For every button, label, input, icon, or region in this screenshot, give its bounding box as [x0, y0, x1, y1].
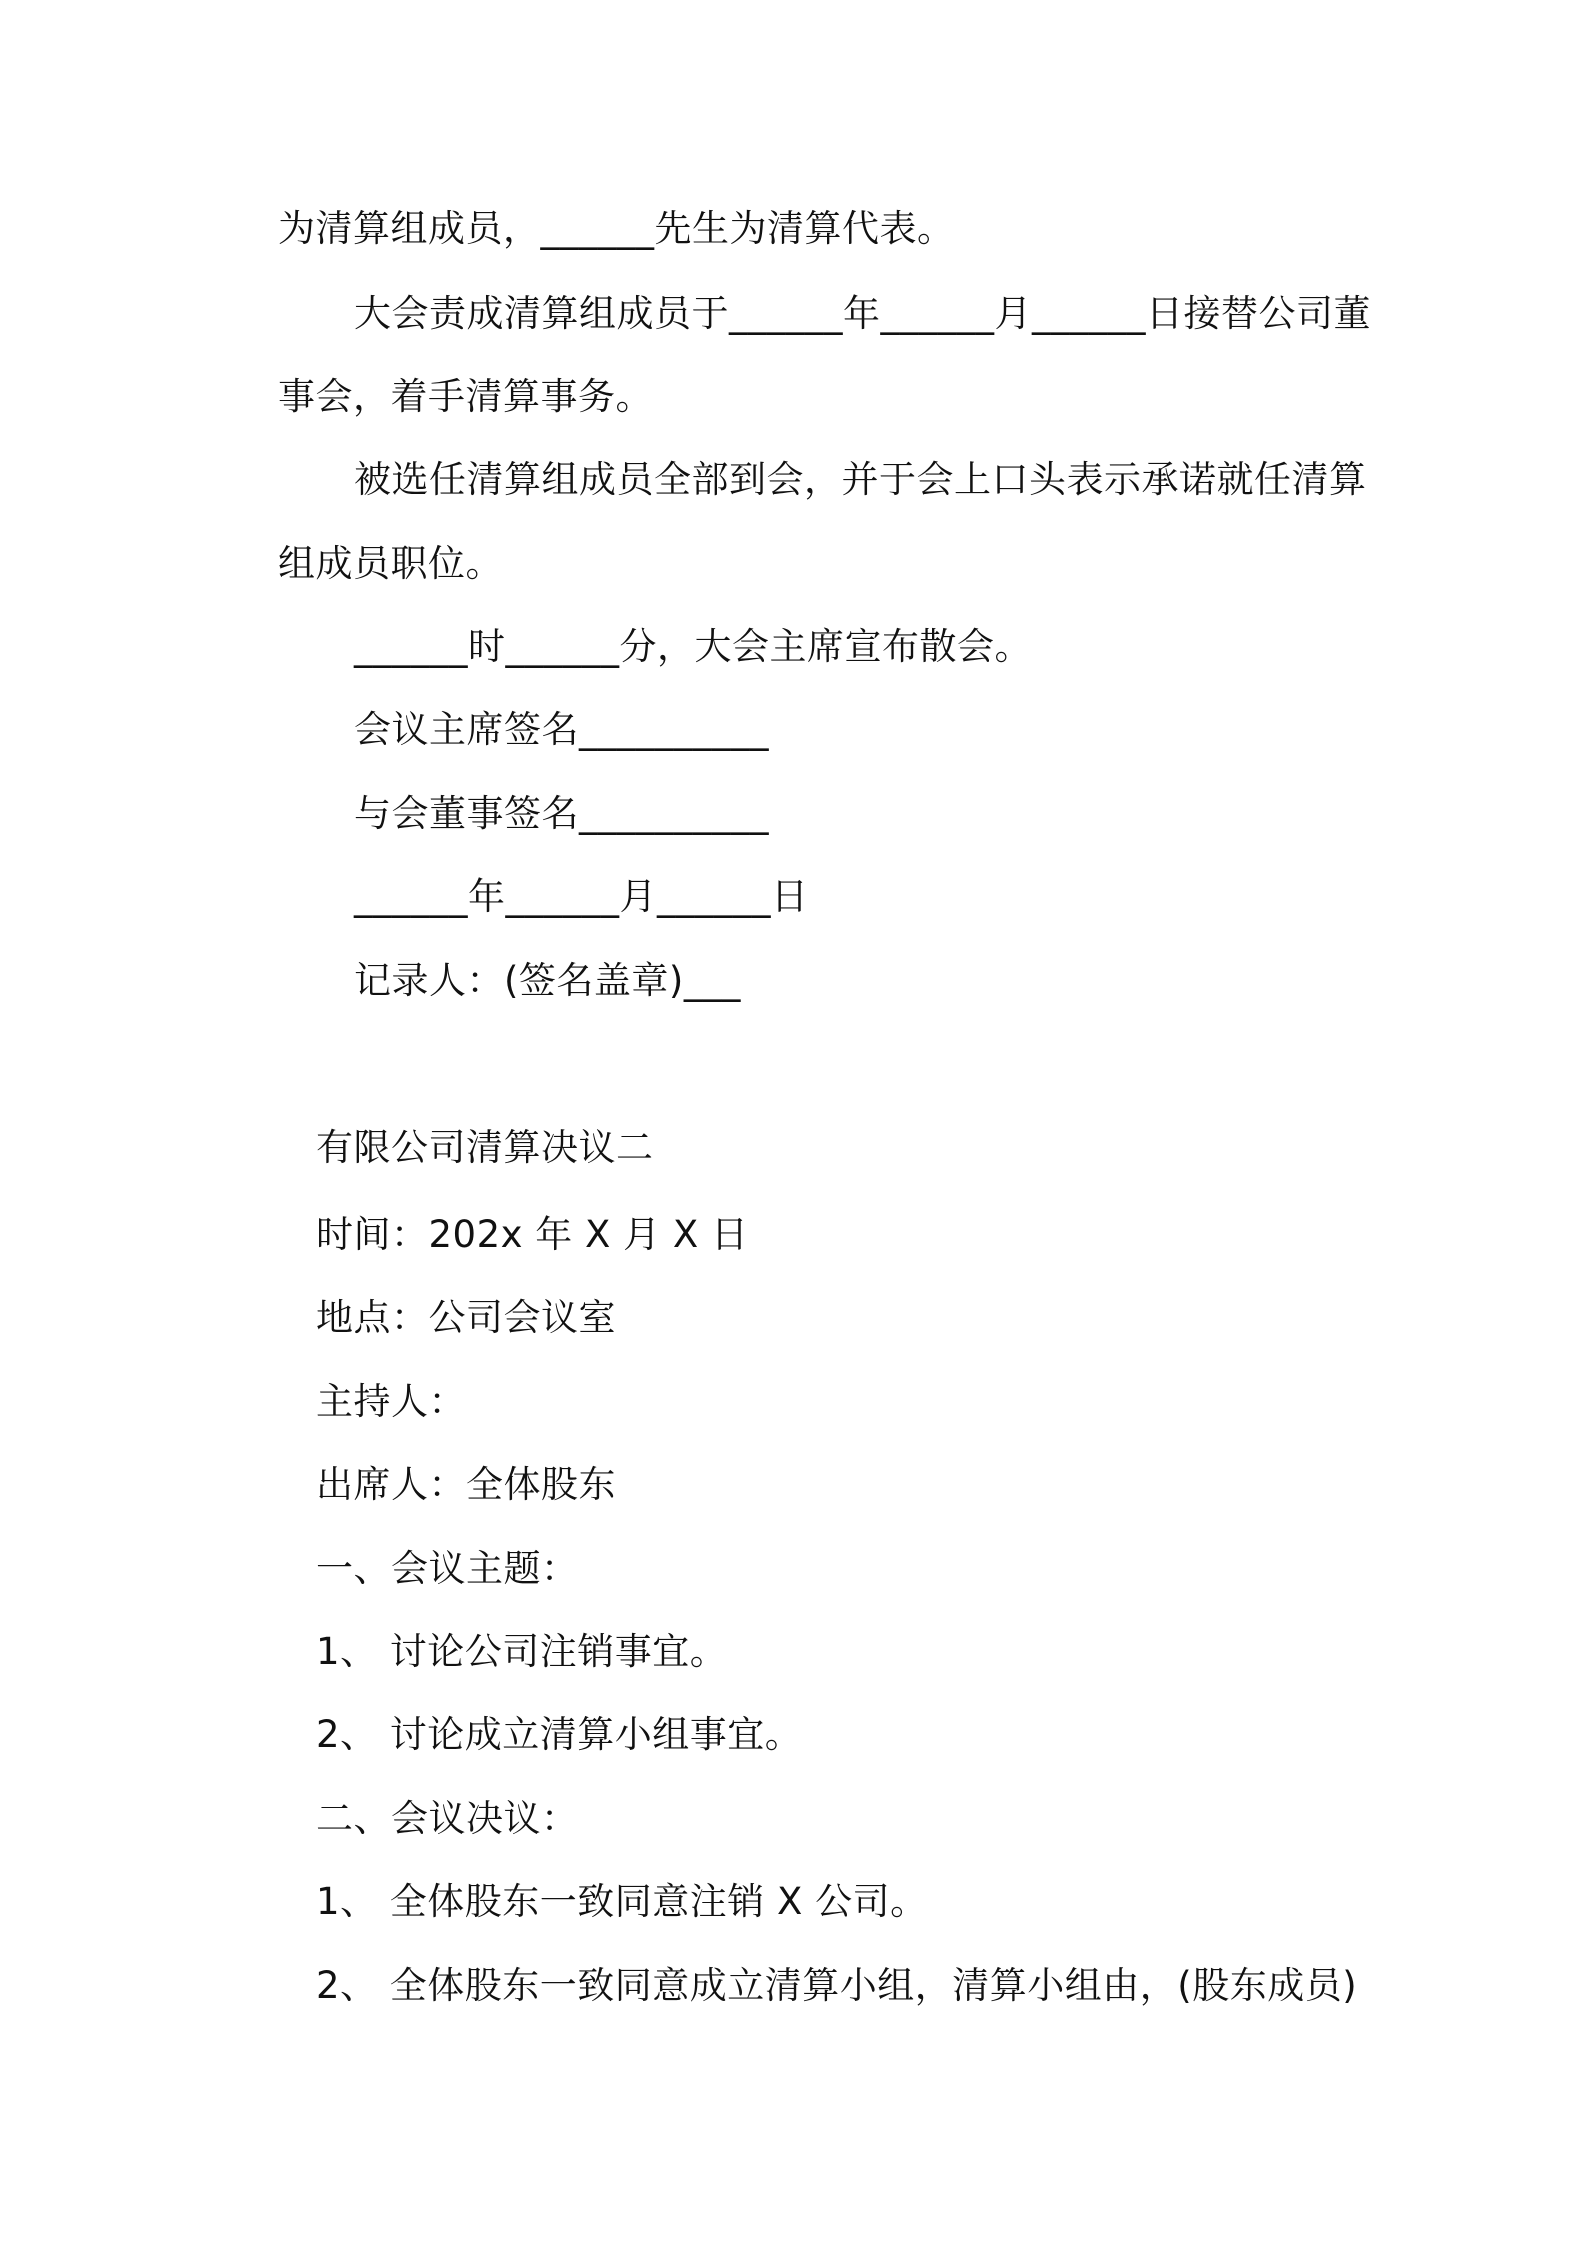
chair-signature-line: 会议主席签名__________ — [354, 708, 769, 751]
topics-heading: 一、会议主题： — [316, 1547, 579, 1590]
meeting-time: 时间：202x 年 X 月 X 日 — [316, 1213, 749, 1256]
topic-item-1: 1、 讨论公司注销事宜。 — [316, 1630, 728, 1673]
paragraph-members-present-cont: 组成员职位。 — [278, 542, 503, 585]
resolution-item-2: 2、 全体股东一致同意成立清算小组，清算小组由，(股东成员) — [316, 1964, 1358, 2007]
paragraph-takeover-date: 大会责成清算组成员于______年______月______日接替公司董 — [354, 292, 1371, 335]
meeting-attendees: 出席人：全体股东 — [316, 1463, 616, 1506]
directors-signature-line: 与会董事签名__________ — [354, 792, 769, 835]
paragraph-takeover-cont: 事会，着手清算事务。 — [278, 375, 653, 418]
resolutions-heading: 二、会议决议： — [316, 1797, 579, 1840]
paragraph-meeting-adjourned: ______时______分，大会主席宣布散会。 — [354, 625, 1032, 668]
section-title: 有限公司清算决议二 — [316, 1126, 654, 1169]
paragraph-members-present: 被选任清算组成员全部到会，并于会上口头表示承诺就任清算 — [354, 458, 1367, 501]
recorder-signature-line: 记录人：(签名盖章)___ — [354, 959, 741, 1002]
meeting-host: 主持人： — [316, 1380, 466, 1423]
date-line: ______年______月______日 — [354, 875, 809, 918]
paragraph-liquidation-members: 为清算组成员，______先生为清算代表。 — [278, 207, 955, 250]
resolution-item-1: 1、 全体股东一致同意注销 X 公司。 — [316, 1880, 928, 1923]
topic-item-2: 2、 讨论成立清算小组事宜。 — [316, 1713, 803, 1756]
meeting-location: 地点：公司会议室 — [316, 1296, 616, 1339]
